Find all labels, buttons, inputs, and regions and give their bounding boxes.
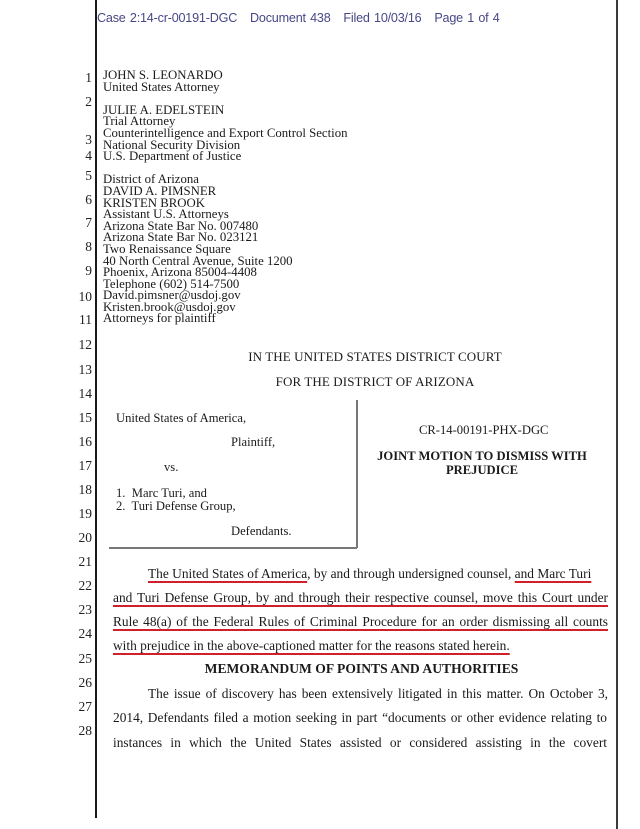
attorney-line: JULIE A. EDELSTEIN: [103, 102, 225, 117]
memo-line-2: 2014, Defendants filed a motion seeking in part “documents or other evidence relating to: [113, 710, 607, 725]
motion-line-1: [113, 566, 610, 582]
line-number: 19: [78, 506, 92, 521]
line-number: 12: [78, 337, 92, 352]
attorney-line: Two Renaissance Square: [103, 241, 231, 256]
attorney-line: KRISTEN BROOK: [103, 195, 206, 210]
attorney-line: DAVID A. PIMSNER: [103, 183, 217, 198]
versus: vs.: [164, 460, 179, 474]
line-number: 11: [79, 312, 92, 327]
line-number: 1: [85, 70, 92, 85]
caption-box-right-rule: [356, 400, 358, 548]
page-indicator: Page 1 of 4: [434, 11, 500, 25]
memorandum-heading: MEMORANDUM OF POINTS AND AUTHORITIES: [204, 661, 519, 676]
attorney-line: Phoenix, Arizona 85004-4408: [103, 265, 257, 280]
underlined-phrase: and Marc Turi: [514, 566, 592, 581]
line-number: 17: [78, 458, 92, 473]
line-number: 20: [78, 530, 92, 545]
court-name-line1: IN THE UNITED STATES DISTRICT COURT: [248, 349, 502, 364]
motion-title-line1: JOINT MOTION TO DISMISS WITH: [377, 449, 587, 463]
line-number: 23: [78, 602, 92, 617]
line-number: 21: [78, 554, 92, 569]
plaintiff-label: Plaintiff,: [231, 435, 276, 449]
attorney-line: U.S. Department of Justice: [103, 149, 242, 164]
underlined-phrase: with prejudice in the above-captioned matter for the reasons stated herein.: [113, 638, 510, 653]
attorney-line: Attorneys for plaintiff: [103, 311, 216, 326]
line-number: 16: [78, 434, 92, 449]
motion-text: , by and through undersigned counsel,: [307, 566, 515, 581]
attorney-line: JOHN S. LEONARDO: [103, 68, 223, 82]
line-number: 26: [78, 675, 92, 690]
attorney-line: David.pimsner@usdoj.gov: [103, 288, 241, 303]
motion-line-2: [113, 590, 608, 606]
line-number: 7: [85, 215, 92, 230]
attorney-line: Assistant U.S. Attorneys: [103, 207, 229, 222]
filing-header: [97, 11, 500, 25]
line-number: 4: [85, 148, 92, 163]
memo-line-1: The issue of discovery has been extensively litigated in this matter. On October 3,: [148, 686, 608, 701]
line-number: 15: [78, 410, 92, 425]
line-number: 5: [85, 168, 92, 183]
attorney-line: Arizona State Bar No. 023121: [103, 230, 259, 245]
line-number: 8: [85, 239, 92, 254]
line-number: 3: [85, 132, 92, 147]
line-number: 27: [78, 699, 92, 714]
line-number: 9: [85, 263, 92, 278]
attorney-line: Arizona State Bar No. 007480: [103, 218, 259, 233]
line-number: 14: [78, 386, 92, 401]
plaintiff-name: United States of America,: [116, 411, 247, 425]
attorney-line: District of Arizona: [103, 172, 199, 187]
defendant-1: 1. Marc Turi, and: [116, 486, 207, 500]
attorney-line: Counterintelligence and Export Control Section: [103, 125, 348, 140]
underlined-phrase: and Turi Defense Group, by and through their respective counsel, move this Court under: [113, 590, 608, 605]
defendants-label: Defendants.: [231, 524, 292, 538]
memo-line-3: instances in which the United States assisted or considered assisting in the covert: [113, 735, 607, 750]
line-number: 25: [78, 651, 92, 666]
document-number: Document 438: [250, 11, 331, 25]
page-right-edge: [616, 0, 618, 829]
attorney-block: [103, 70, 348, 325]
attorney-line: Telephone (602) 514-7500: [103, 276, 240, 291]
defendant-2: 2. Turi Defense Group,: [116, 499, 236, 513]
motion-line-4: [113, 638, 607, 654]
underlined-phrase: Rule 48(a) of the Federal Rules of Criminal Procedure for an order dismissing all counts: [113, 614, 608, 629]
motion-line-3: [113, 614, 608, 630]
case-number: CR-14-00191-PHX-DGC: [419, 423, 549, 437]
line-number: 22: [78, 578, 92, 593]
filed-date: Filed 10/03/16: [343, 11, 422, 25]
attorney-line: Kristen.brook@usdoj.gov: [103, 299, 236, 314]
pleading-left-rule: [95, 0, 97, 818]
attorney-line: Trial Attorney: [103, 114, 176, 129]
line-number: 2: [85, 94, 92, 109]
line-number: 24: [78, 626, 92, 641]
attorney-line: United States Attorney: [103, 79, 220, 94]
line-number: 13: [78, 362, 92, 377]
attorney-line: 40 North Central Avenue, Suite 1200: [103, 253, 293, 268]
caption-box-bottom-rule: [109, 547, 357, 549]
attorney-line: National Security Division: [103, 137, 241, 152]
court-name-line2: FOR THE DISTRICT OF ARIZONA: [275, 374, 475, 389]
line-number: 28: [78, 723, 92, 738]
line-number: 6: [85, 192, 92, 207]
line-number: 18: [78, 482, 92, 497]
underlined-phrase: The United States of America: [148, 566, 308, 581]
line-number: 10: [78, 289, 92, 304]
case-number-header: Case 2:14-cr-00191-DGC: [97, 11, 238, 25]
motion-title-line2: PREJUDICE: [445, 463, 519, 477]
